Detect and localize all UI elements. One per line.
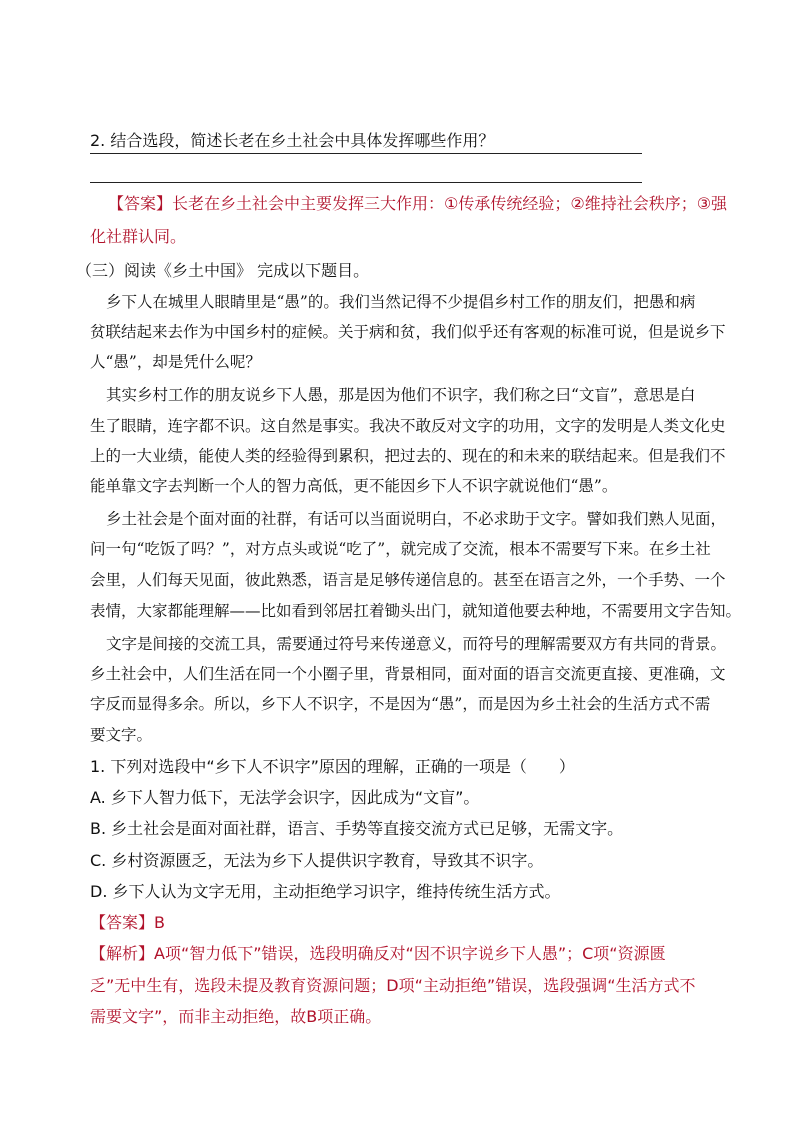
passage-line: 要文字。: [90, 726, 153, 744]
passage-line: 表情，大家都能理解——比如看到邻居扛着锄头出门，就知道他要去种地，不需要用文字告知。: [90, 602, 742, 620]
option-a: A. 乡下人智力低下，无法学会识字，因此成为“文盲”。: [90, 788, 480, 807]
answer-tag: 【答案】: [90, 913, 155, 932]
answer-text-line-2: 化社群认同。: [90, 227, 187, 246]
analysis-line-2: 乏”无中生有，选段未提及教育资源问题；D项“主动拒绝”错误，选段强调“生活方式不: [90, 976, 696, 995]
answer-text-line-1: 长老在乡土社会中主要发挥三大作用：①传承传统经验；②维持社会秩序；③强: [172, 194, 728, 213]
passage-line: 文字是间接的交流工具，需要通过符号来传递意义，而符号的理解需要双方有共同的背景。: [106, 635, 727, 653]
question-2-answer: [108, 194, 727, 214]
passage-line: 贫联结起来去作为中国乡村的症候。关于病和贫，我们似乎还有客观的标准可说，但是说乡下: [90, 323, 726, 341]
answer-tag: 【答案】: [108, 194, 173, 213]
question-1-answer: [90, 913, 165, 933]
passage-line: 人“愚”，却是凭什么呢？: [90, 353, 261, 371]
answer-blank-line-2: [90, 182, 642, 183]
option-c: C. 乡村资源匮乏，无法为乡下人提供识字教育，导致其不识字。: [90, 851, 544, 870]
option-b: B. 乡土社会是面对面社群，语言、手势等直接交流方式已足够，无需文字。: [90, 819, 624, 838]
passage-line: 乡土社会是个面对面的社群，有话可以当面说明白，不必求助于文字。譬如我们熟人见面，: [106, 510, 727, 528]
passage-line: 问一句“吃饭了吗？”，对方点头或说“吃了”，就完成了交流，根本不需要写下来。在乡土社: [90, 540, 711, 558]
passage-line: 上的一大业绩，能使人类的经验得到累积，把过去的、现在的和未来的联结起来。但是我们不: [90, 447, 726, 465]
passage-line: 乡下人在城里人眼睛里是“愚”的。我们当然记得不少提倡乡村工作的朋友们，把愚和病: [106, 293, 696, 311]
passage-line: 生了眼睛，连字都不识。这自然是事实。我决不敢反对文字的功用，文字的发明是人类文化史: [90, 417, 726, 435]
answer-value: B: [154, 913, 165, 932]
passage-line: 乡土社会中，人们生活在同一个小圈子里，背景相同，面对面的语言交流更直接、更准确，文: [90, 665, 726, 683]
passage-line: 其实乡村工作的朋友说乡下人愚，那是因为他们不识字，我们称之曰“文盲”，意思是白: [106, 386, 696, 404]
passage-line: 会里，人们每天见面，彼此熟悉，语言是足够传递信息的。甚至在语言之外，一个手势、一个: [90, 571, 726, 589]
question-2: 2. 结合选段，简述长老在乡土社会中具体发挥哪些作用？: [90, 131, 495, 150]
analysis: [90, 944, 666, 964]
answer-blank-line-1: [90, 153, 642, 154]
section-heading: （三）阅读《乡土中国》 完成以下题目。: [76, 261, 370, 280]
analysis-tag: 【解析】: [90, 944, 155, 963]
analysis-line-1: A项“智力低下”错误，选段明确反对“因不识字说乡下人愚”；C项“资源匮: [154, 944, 666, 963]
question-1: 1. 下列对选段中“乡下人不识字”原因的理解，正确的一项是（ ）: [90, 757, 575, 776]
passage-line: 字反而显得多余。所以，乡下人不识字，不是因为“愚”，而是因为乡土社会的生活方式不需: [90, 695, 711, 713]
passage-line: 能单靠文字去判断一个人的智力高低，更不能因乡下人不识字就说他们“愚”。: [90, 477, 618, 495]
option-d: D. 乡下人认为文字无用，主动拒绝学习识字，维持传统生活方式。: [90, 882, 561, 901]
analysis-line-3: 需要文字”，而非主动拒绝，故B项正确。: [90, 1007, 382, 1026]
